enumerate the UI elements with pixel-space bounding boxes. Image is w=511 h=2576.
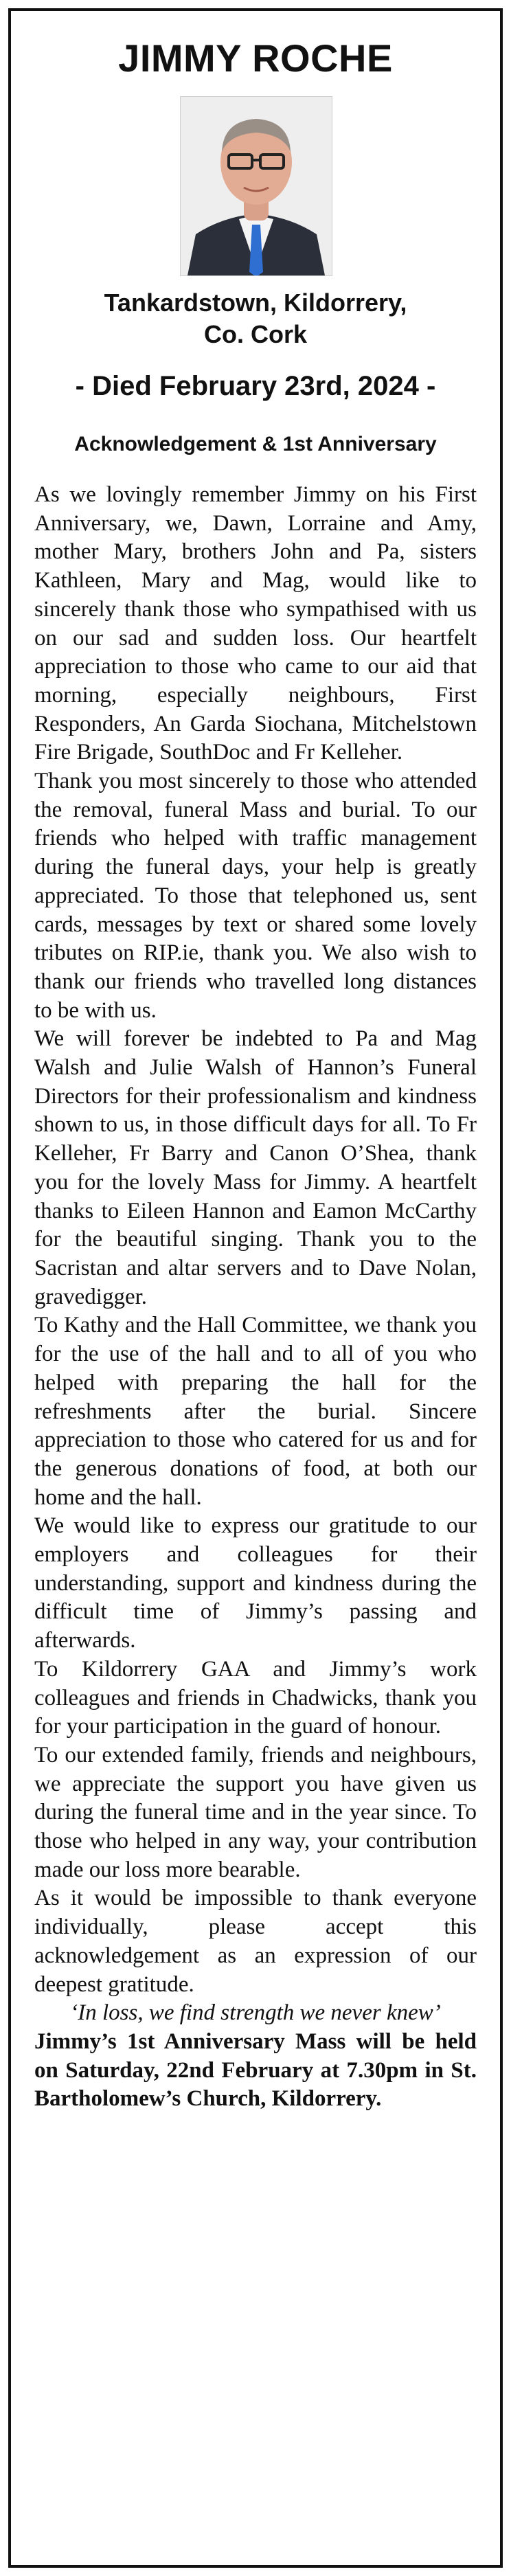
paragraph: We would like to express our gratitude to our employers and colleagues for their understanding, support and kindness during the difficult time of Jimmy’s passing and afterwards. xyxy=(34,1513,477,1653)
notice-body xyxy=(34,481,477,2114)
location-line-2: Co. Cork xyxy=(203,320,307,348)
location-line-1: Tankardstown, Kildorrery, xyxy=(104,289,407,317)
paragraph: To our extended family, friends and neighbours, we appreciate the support you have given us during the funeral time and in the year since. To those who helped in any way, your contribution made our loss more bearable. xyxy=(34,1742,477,1882)
paragraph: To Kathy and the Hall Committee, we thank you for the use of the hall and to all of you who helped with preparing the hall for the refreshments after the burial. Sincere appreciation to those who catered for us and for the generous donations of food, at both our home and the hall. xyxy=(34,1313,477,1510)
location xyxy=(0,287,511,350)
paragraph: Thank you most sincerely to those who attended the removal, funeral Mass and burial. To our friends who helped with traffic management during the funeral days, your help is greatly appreciated. To those that telephoned us, sent cards, messages by text or shared some lovely tributes on RIP.ie, thank you. We also wish to thank our friends who travelled long distances to be with us. xyxy=(34,769,477,1023)
portrait-image xyxy=(181,97,332,275)
memorial-quote: ‘In loss, we find strength we never knew’ xyxy=(70,2000,441,2026)
paragraph: We will forever be indebted to Pa and Mag Walsh and Julie Walsh of Hannon’s Funeral Directors for their professionalism and kindness shown to us, in those difficult days for all. To Fr Kelleher, Fr Barry and Canon O’Shea, thank you for the lovely Mass for Jimmy. A heartfelt thanks to Eileen Hannon and Eamon McCarthy for the beautiful singing. Thank you to the Sacristan and altar servers and to Dave Nolan, gravedigger. xyxy=(34,1026,477,1309)
portrait-photo xyxy=(180,96,332,276)
anniversary-mass-notice: Jimmy’s 1st Anniversary Mass will be held on Saturday, 22nd February at 7.30pm in St. Bartholomew’s Church, Kildorrery. xyxy=(34,2029,477,2112)
notice-heading: Acknowledgement & 1st Anniversary xyxy=(74,433,437,455)
paragraph: To Kildorrery GAA and Jimmy’s work colleagues and friends in Chadwicks, thank you for your participation in the guard of honour. xyxy=(34,1656,477,1739)
deceased-name: JIMMY ROCHE xyxy=(118,36,393,80)
paragraph: As it would be impossible to thank everyone individually, please accept this acknowledgement as an expression of our deepest gratitude. xyxy=(34,1886,477,1997)
death-date: - Died February 23rd, 2024 - xyxy=(75,371,436,401)
paragraph: As we lovingly remember Jimmy on his First Anniversary, we, Dawn, Lorraine and Amy, mother Mary, brothers John and Pa, sisters Kathleen, Mary and Mag, would like to sincerely thank those who sympathised with us on our sad and sudden loss. Our heartfelt appreciation to those who came to our aid that morning, especially neighbours, First Responders, An Garda Siochana, Mitchelstown Fire Brigade, SouthDoc and Fr Kelleher. xyxy=(34,482,477,765)
